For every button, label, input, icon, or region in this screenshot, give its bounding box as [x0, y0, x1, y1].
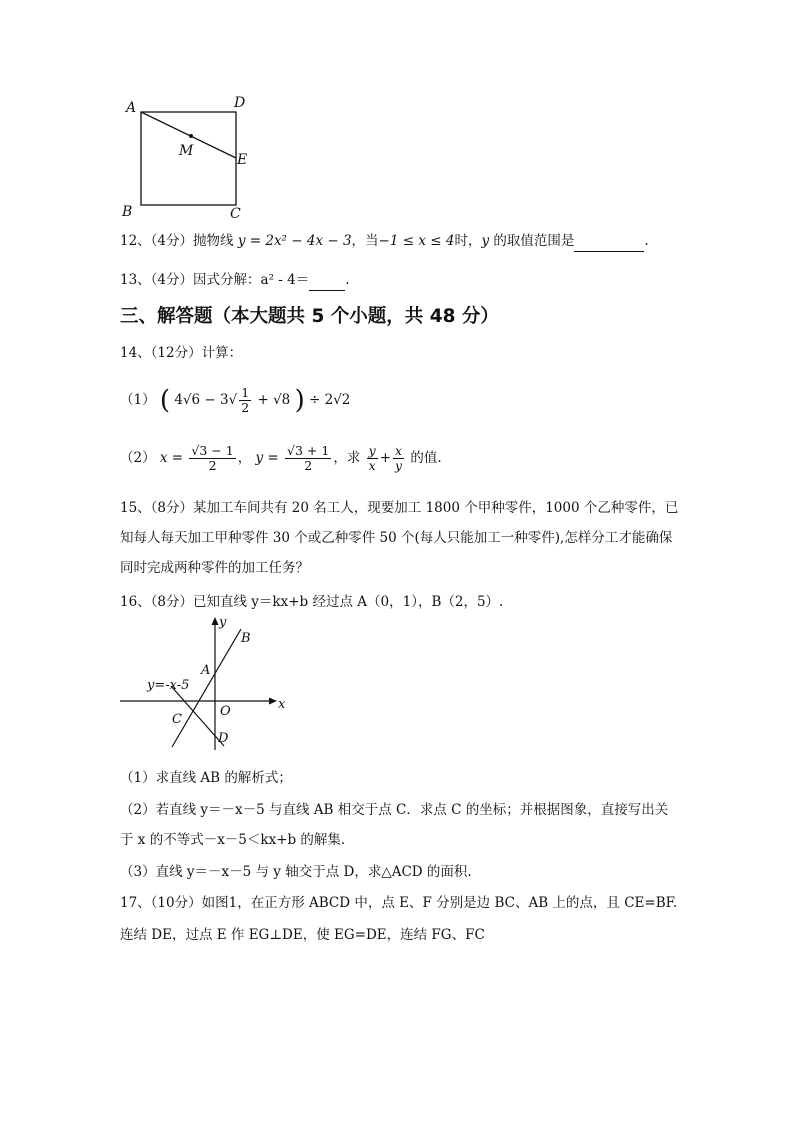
q16-part2-line1: （2）若直线 y＝－x－5 与直线 AB 相交于点 C．求点 C 的坐标；并根据图象，直接写出关 — [120, 802, 669, 818]
right-paren: ) — [294, 385, 305, 416]
q14-p2-tail: 的值. — [410, 450, 442, 466]
label-x-axis: x — [278, 697, 286, 712]
q12-formula: y = 2x² − 4x − 3 — [237, 233, 352, 249]
q14-p2-label: （2） — [120, 450, 156, 466]
q14-p2-y-fraction — [285, 444, 331, 473]
q14-p2-y-num: √3 + 1 — [287, 443, 330, 458]
label-y-axis: y — [219, 615, 227, 630]
q16-part3: （3）直线 y＝－x－5 与 y 轴交于点 D，求△ACD 的面积. — [120, 864, 472, 880]
sqrt-sign: √ — [228, 392, 238, 408]
label-a: A — [126, 100, 137, 116]
label-c-point: C — [172, 712, 182, 727]
label-m: M — [179, 143, 194, 159]
q14-part2 — [120, 440, 442, 476]
q14-p1-c: ÷ 2√2 — [309, 392, 351, 408]
label-b-point: B — [241, 631, 251, 646]
q16-part2-line2: 于 x 的不等式－x－5＜kx+b 的解集． — [120, 832, 355, 848]
q14-p2-f1-num: y — [368, 443, 376, 458]
q14-p1-label: （1） — [120, 392, 156, 408]
y-axis-arrow — [212, 617, 219, 625]
q14-p2-x: x = — [159, 450, 184, 466]
q16-head: 16、（8分）已知直线 y＝kx+b 经过点 A（0，1），B（2，5）. — [120, 594, 504, 610]
q12-answer-blank[interactable] — [574, 231, 644, 252]
q16-part1: （1）求直线 AB 的解析式； — [120, 770, 292, 786]
q14-p2-sep: ， — [237, 450, 252, 466]
q17-line2: 连结 DE，过点 E 作 EG⊥DE，使 EG=DE，连结 FG、FC — [120, 927, 485, 943]
left-paren: ( — [159, 385, 171, 416]
q14-p2-x-den: 2 — [208, 458, 217, 473]
q14-p1-num: 1 — [241, 385, 250, 400]
q14-p1-fraction — [239, 386, 251, 415]
q13-end: . — [345, 272, 350, 288]
q15-line1: 15、（8分）某加工车间共有 20 名工人，现要加工 1800 个甲种零件，1000 个乙种零件，已 — [120, 500, 679, 516]
q12-tail: 的取值范围是 — [493, 233, 575, 249]
q14-p2-f1-den: x — [368, 458, 376, 473]
q14-head: 14、（12分）计算： — [120, 345, 243, 361]
q14-p2-ask: ，求 — [333, 450, 361, 466]
q17-line1: 17、（10分）如图1，在正方形 ABCD 中，点 E、F 分别是边 BC、AB 上的点，且 CE=BF. — [120, 895, 678, 911]
q14-p2-frac2 — [393, 444, 404, 473]
q14-p2-y: y = — [255, 450, 279, 466]
label-line-equation: y=-x-5 — [147, 678, 190, 693]
q15-line3: 同时完成两种零件的加工任务？ — [120, 560, 309, 576]
q14-p2-f2-den: y — [395, 458, 403, 473]
q13-answer-blank[interactable] — [309, 270, 345, 291]
q14-p2-frac1 — [367, 444, 378, 473]
q14-p2-y-den: 2 — [304, 458, 313, 473]
x-axis-arrow — [269, 698, 277, 705]
q14-p2-x-num: √3 − 1 — [191, 443, 234, 458]
q14-p1-den: 2 — [241, 400, 250, 415]
label-origin: O — [220, 704, 231, 719]
label-d: D — [234, 95, 246, 111]
label-e: E — [237, 152, 248, 168]
q14-p2-plus: + — [379, 450, 391, 466]
q12-range: −1 ≤ x ≤ 4 — [378, 233, 455, 249]
point-m — [189, 134, 193, 138]
label-c: C — [230, 206, 241, 222]
q14-p2-f2-num: x — [395, 443, 403, 458]
q14-p2-x-fraction — [189, 444, 235, 473]
q12-var: y — [481, 233, 490, 249]
q12-number: 12、（4分）抛物线 — [120, 233, 234, 249]
question-13 — [120, 270, 350, 291]
question-12 — [120, 231, 649, 252]
section-3-title: 三、解答题（本大题共 5 个小题，共 48 分） — [120, 306, 499, 327]
q12-mid2: 时， — [454, 233, 482, 249]
q12-mid: ，当 — [351, 233, 379, 249]
label-b: B — [122, 204, 133, 220]
q14-p1-a: 4√6 − 3 — [174, 392, 229, 408]
linear-graph — [115, 612, 300, 754]
q12-end: . — [644, 233, 649, 249]
label-d-point: D — [218, 731, 229, 746]
q14-part1 — [120, 382, 350, 418]
label-a-point: A — [201, 663, 211, 678]
q13-text: 13、（4分）因式分解：a² - 4＝ — [120, 272, 310, 288]
q15-line2: 知每人每天加工甲种零件 30 个或乙种零件 50 个(每人只能加工一种零件),怎样分工才能确保 — [120, 530, 673, 546]
square-figure — [110, 92, 260, 224]
q14-p1-b: + √8 — [257, 392, 291, 408]
